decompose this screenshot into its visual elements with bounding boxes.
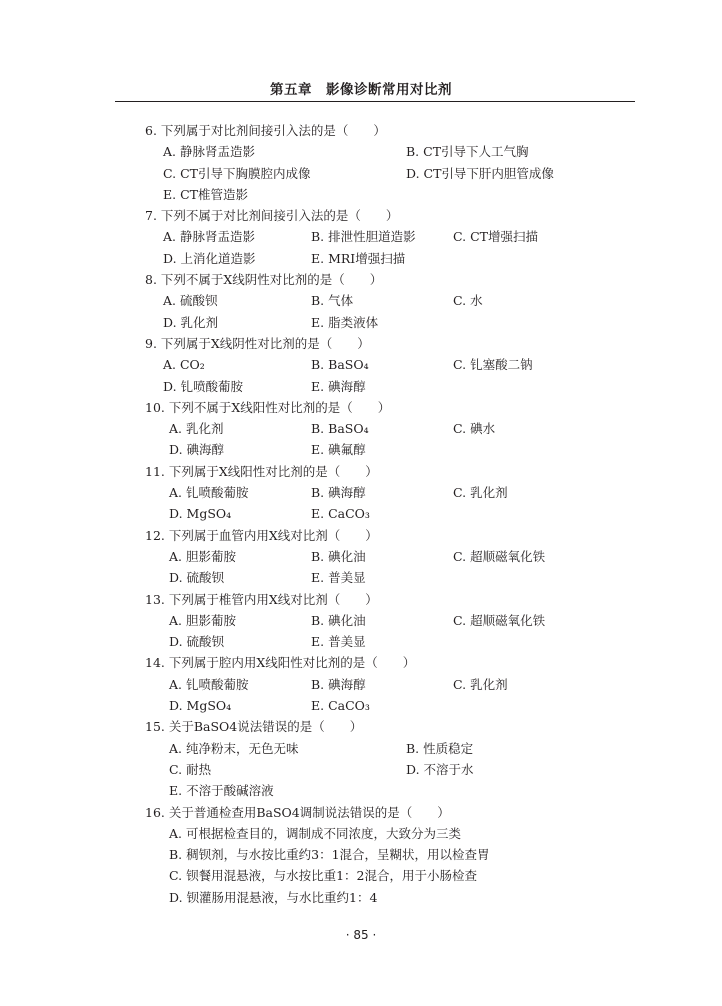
answer-option: E. 脂类液体 — [311, 314, 379, 330]
answer-option: B. 碘化油 — [311, 612, 366, 628]
option-row — [145, 780, 625, 801]
option-row — [145, 312, 625, 333]
question-stem: 14. 下列属于腔内用X线阳性对比剂的是（ ） — [145, 655, 416, 671]
question-stem: 12. 下列属于血管内用X线对比剂（ ） — [145, 527, 378, 543]
option-row — [145, 738, 625, 759]
answer-option: B. 碘海醇 — [311, 485, 366, 501]
answer-option: D. 钆喷酸葡胺 — [163, 378, 244, 394]
question-stem: 6. 下列属于对比剂间接引入法的是（ ） — [145, 123, 386, 138]
option-row — [145, 759, 625, 780]
answer-option: B. BaSO₄ — [311, 421, 369, 437]
answer-option: C. 乳化剂 — [453, 485, 508, 501]
answer-option: C. 耐热 — [169, 761, 212, 777]
answer-option: C. 乳化剂 — [453, 676, 508, 692]
option-row — [145, 482, 625, 503]
answer-option: E. CaCO₃ — [311, 698, 370, 714]
answer-option: A. 纯净粉末，无色无味 — [169, 740, 299, 756]
option-row — [145, 631, 625, 652]
answer-option: C. 钡餐用混悬液，与水按比重1：2混合，用于小肠检查 — [169, 868, 477, 884]
answer-option: E. 普美显 — [311, 570, 366, 586]
option-row — [145, 844, 625, 865]
question-stem: 7. 下列不属于对比剂间接引入法的是（ ） — [145, 208, 399, 224]
answer-option: E. CT椎管造影 — [163, 186, 248, 202]
option-row — [145, 610, 625, 631]
option-row — [145, 163, 625, 184]
option-row — [145, 354, 625, 375]
option-row — [145, 503, 625, 524]
question-stem: 10. 下列不属于X线阳性对比剂的是（ ） — [145, 399, 391, 415]
chapter-header: 第五章 影像诊断常用对比剂 — [270, 82, 452, 98]
answer-option: E. MRI增强扫描 — [311, 250, 406, 266]
option-row — [145, 226, 625, 247]
option-row — [145, 546, 625, 567]
answer-option: C. 超顺磁氧化铁 — [453, 612, 546, 628]
option-row — [145, 141, 625, 162]
answer-option: A. 乳化剂 — [169, 421, 224, 437]
option-row — [145, 887, 625, 908]
answer-option: E. 不溶于酸碱溶液 — [169, 783, 274, 799]
option-row — [145, 674, 625, 695]
question-stem: 11. 下列属于X线阳性对比剂的是（ ） — [145, 463, 378, 479]
header-rule — [115, 101, 635, 102]
answer-option: D. 上消化道造影 — [163, 250, 256, 266]
question-stem: 8. 下列不属于X线阴性对比剂的是（ ） — [145, 272, 383, 288]
answer-option: D. CT引导下肝内胆管成像 — [406, 165, 554, 181]
option-row — [145, 567, 625, 588]
answer-option: D. 硫酸钡 — [169, 570, 225, 586]
option-row — [145, 376, 625, 397]
answer-option: D. 碘海醇 — [169, 442, 225, 458]
answer-option: A. 静脉肾盂造影 — [163, 144, 255, 160]
option-row — [145, 865, 625, 886]
answer-option: C. 水 — [453, 293, 483, 309]
answer-option: A. 钆喷酸葡胺 — [169, 676, 249, 692]
answer-option: B. 稠钡剂，与水按比重约3：1混合，呈糊状，用以检查胃 — [169, 847, 490, 863]
answer-option: C. 超顺磁氧化铁 — [453, 548, 546, 564]
answer-option: D. MgSO₄ — [169, 506, 232, 522]
option-row — [145, 418, 625, 439]
answer-option: B. 排泄性胆道造影 — [311, 229, 416, 245]
answer-option: B. BaSO₄ — [311, 357, 369, 373]
answer-option: A. 胆影葡胺 — [169, 548, 236, 564]
option-row — [145, 248, 625, 269]
answer-option: D. MgSO₄ — [169, 698, 232, 714]
answer-option: C. CT引导下胸膜腔内成像 — [163, 165, 311, 181]
answer-option: A. 静脉肾盂造影 — [163, 229, 255, 245]
answer-option: D. 钡灌肠用混悬液，与水比重约1：4 — [169, 889, 378, 905]
page-number: · 85 · — [345, 928, 377, 942]
answer-option: B. 气体 — [311, 293, 354, 309]
answer-option: E. 碘海醇 — [311, 378, 366, 394]
answer-option: A. 硫酸钡 — [163, 293, 218, 309]
option-row — [145, 290, 625, 311]
answer-option: A. 可根据检查目的，调制成不同浓度，大致分为三类 — [169, 825, 461, 841]
question-stem: 13. 下列属于椎管内用X线对比剂（ ） — [145, 591, 378, 607]
answer-option: E. 碘氟醇 — [311, 442, 366, 458]
question-list — [145, 120, 625, 908]
option-row — [145, 184, 625, 205]
answer-option: E. CaCO₃ — [311, 506, 370, 522]
question-stem: 15. 关于BaSO4说法错误的是（ ） — [145, 719, 363, 735]
answer-option: A. 胆影葡胺 — [169, 612, 236, 628]
answer-option: B. 碘海醇 — [311, 676, 366, 692]
answer-option: C. 钆塞酸二钠 — [453, 357, 533, 373]
answer-option: C. 碘水 — [453, 421, 496, 437]
answer-option: E. 普美显 — [311, 634, 366, 650]
question-stem: 16. 关于普通检查用BaSO4调制说法错误的是（ ） — [145, 804, 450, 820]
answer-option: A. 钆喷酸葡胺 — [169, 485, 249, 501]
answer-option: A. CO₂ — [163, 357, 205, 373]
option-row — [145, 823, 625, 844]
answer-option: B. 性质稳定 — [406, 740, 474, 756]
answer-option: B. 碘化油 — [311, 548, 366, 564]
option-row — [145, 695, 625, 716]
answer-option: D. 硫酸钡 — [169, 634, 225, 650]
answer-option: C. CT增强扫描 — [453, 229, 538, 245]
question-stem: 9. 下列属于X线阴性对比剂的是（ ） — [145, 335, 370, 351]
answer-option: B. CT引导下人工气胸 — [406, 144, 529, 160]
answer-option: D. 不溶于水 — [406, 761, 474, 777]
option-row — [145, 439, 625, 460]
answer-option: D. 乳化剂 — [163, 314, 219, 330]
